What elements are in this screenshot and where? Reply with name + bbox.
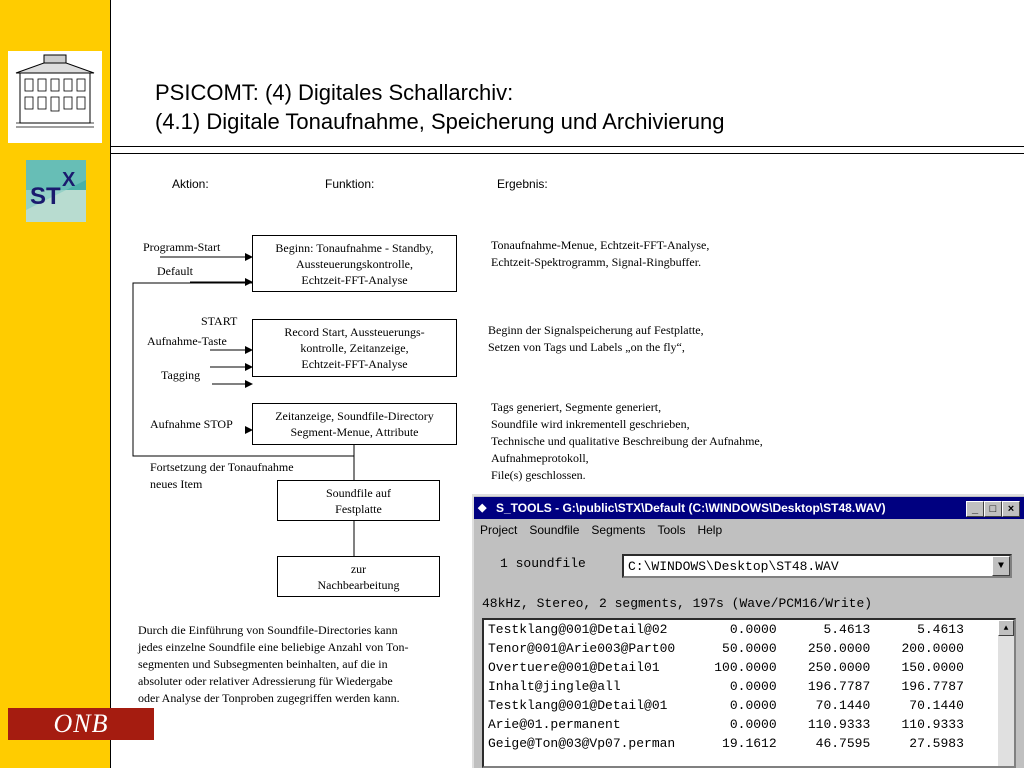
list-item[interactable]: Arie@01.permanent 0.0000 110.9333 110.9333 [488, 717, 964, 732]
list-item[interactable]: Overtuere@001@Detail01 100.0000 250.0000 150.0000 [488, 660, 964, 675]
result-1: Tonaufnahme-Menue, Echtzeit-FFT-Analyse, Echtzeit-Spektrogramm, Signal-Ringbuffer. [491, 238, 710, 269]
soundfile-path-select[interactable] [622, 554, 1012, 578]
box-record-start: Record Start, Aussteuerungs- kontrolle, Zeitanzeige, Echtzeit-FFT-Analyse [252, 319, 457, 377]
scroll-up-icon[interactable]: ▲ [998, 620, 1014, 636]
menu-soundfile[interactable]: Soundfile [529, 523, 580, 537]
list-item[interactable]: Testklang@001@Detail@01 0.0000 70.1440 70.1440 [488, 698, 964, 713]
column-action: Aktion: [172, 177, 209, 191]
input-continue-2: neues Item [150, 477, 203, 491]
stools-window [472, 494, 1024, 768]
svg-text:ST: ST [30, 183, 61, 210]
close-button[interactable]: × [1002, 501, 1020, 517]
box-stop: Zeitanzeige, Soundfile-Directory Segment-Menue, Attribute [252, 403, 457, 445]
note-text: Durch die Einführung von Soundfile-Directories kann jedes einzelne Soundfile eine beliebige Anzahl von Ton- segmenten und Subsegmenten beinhalten, auf die in absoluter oder relativer Adressierung für Wiedergabe oder Analyse der Tonproben zugegriffen werden kann. [138, 623, 409, 705]
minimize-button[interactable]: _ [966, 501, 984, 517]
input-default: Default [157, 264, 193, 278]
result-2: Beginn der Signalspeicherung auf Festplatte, Setzen von Tags und Labels „on the fly“, [488, 323, 704, 354]
title-line-1: PSICOMT: (4) Digitales Schallarchiv: [155, 80, 514, 105]
box-postprocessing: zur Nachbearbeitung [277, 556, 440, 597]
chevron-down-icon[interactable]: ▼ [992, 556, 1010, 576]
menu-tools[interactable]: Tools [657, 523, 686, 537]
menu-bar [474, 520, 728, 540]
soundfile-info: 48kHz, Stereo, 2 segments, 197s (Wave/PCM16/Write) [482, 596, 873, 611]
window-title: S_TOOLS - G:\public\STX\Default (C:\WINDOWS\Desktop\ST48.WAV) [496, 501, 886, 515]
input-programm-start: Programm-Start [143, 240, 221, 254]
app-icon: ◆ [478, 502, 487, 514]
list-item[interactable]: Testklang@001@Detail@02 0.0000 5.4613 5.4613 [488, 622, 964, 637]
scrollbar[interactable] [998, 620, 1014, 766]
column-result: Ergebnis: [497, 177, 548, 191]
result-3: Tags generiert, Segmente generiert, Soundfile wird inkrementell geschrieben, Technische und qualitative Beschreibung der Aufnahme, Aufnahmeprotokoll, File(s) geschlossen. [491, 400, 763, 482]
list-item[interactable]: Tenor@001@Arie003@Part00 50.0000 250.0000 200.0000 [488, 641, 964, 656]
soundfile-count: 1 soundfile [500, 556, 586, 571]
menu-help[interactable]: Help [697, 523, 723, 537]
input-aufnahme-taste: Aufnahme-Taste [147, 334, 227, 348]
input-start: START [201, 314, 238, 328]
window-titlebar [474, 497, 1024, 519]
list-item[interactable]: Geige@Ton@03@Vp07.perman 19.1612 46.7595 27.5983 [488, 736, 964, 751]
input-continue-1: Fortsetzung der Tonaufnahme [150, 460, 294, 474]
menu-segments[interactable]: Segments [591, 523, 646, 537]
svg-text:X: X [62, 169, 76, 191]
maximize-button[interactable]: □ [984, 501, 1002, 517]
menu-project[interactable]: Project [480, 523, 518, 537]
soundfile-path: C:\WINDOWS\Desktop\ST48.WAV [628, 559, 839, 574]
box-standby: Beginn: Tonaufnahme - Standby, Aussteuerungskontrolle, Echtzeit-FFT-Analyse [252, 235, 457, 292]
input-aufnahme-stop: Aufnahme STOP [150, 417, 233, 431]
onb-logo: ONB [8, 708, 154, 740]
box-soundfile: Soundfile auf Festplatte [277, 480, 440, 521]
list-item[interactable]: Inhalt@jingle@all 0.0000 196.7787 196.7787 [488, 679, 964, 694]
input-tagging: Tagging [161, 368, 201, 382]
column-function: Funktion: [325, 177, 375, 191]
title-line-2: (4.1) Digitale Tonaufnahme, Speicherung und Archivierung [155, 109, 725, 134]
segment-list[interactable] [482, 618, 1016, 768]
